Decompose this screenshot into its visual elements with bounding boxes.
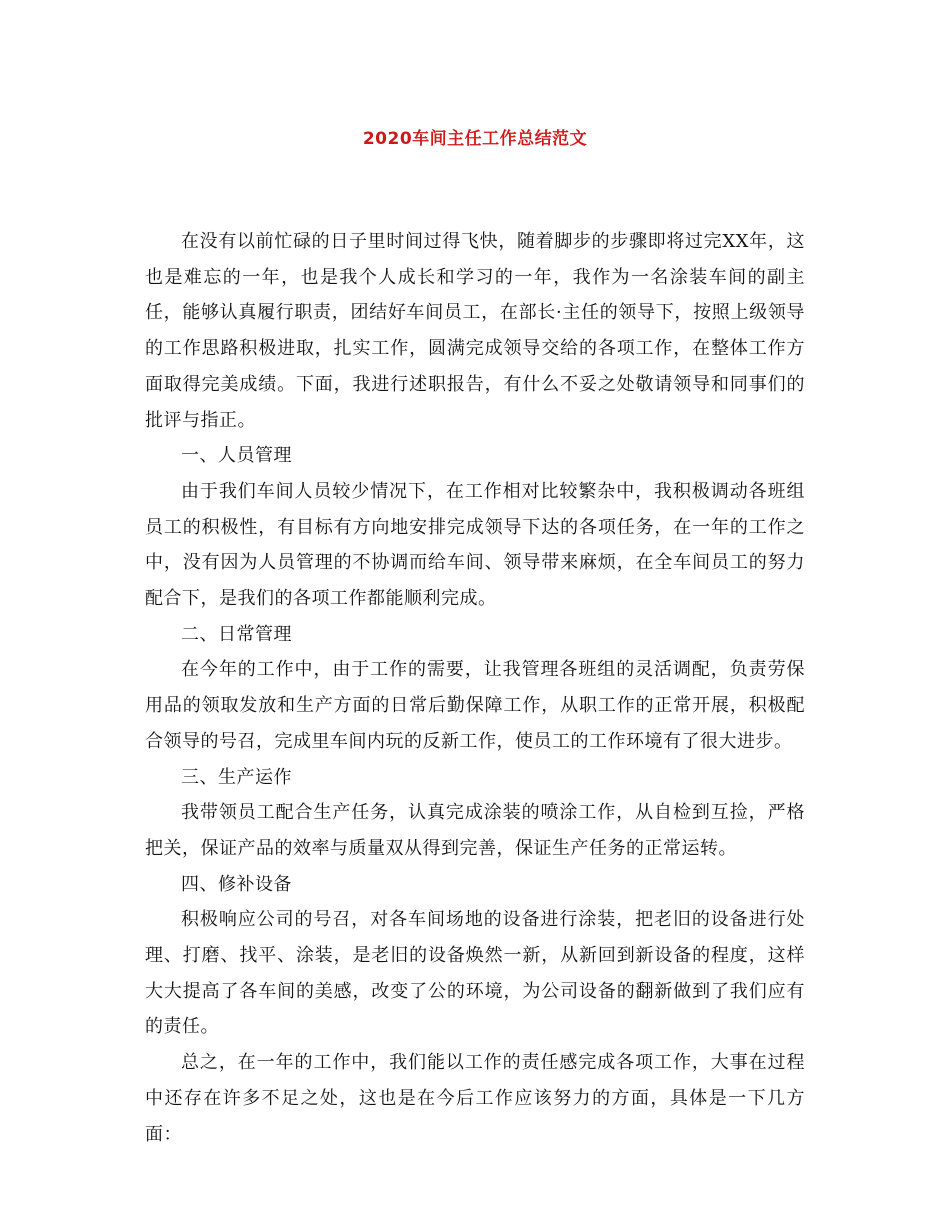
personnel-paragraph: 由于我们车间人员较少情况下，在工作相对比较繁杂中，我积极调动各班组员工的积极性，有目标有方向地安排完成领导下达的各项任务，在一年的工作之中，没有因为人员管理的不协调而给车间、领导带来麻烦，在全车间员工的努力配合下，是我们的各项工作都能顺利完成。 <box>145 480 805 610</box>
summary-paragraph: 总之，在一年的工作中，我们能以工作的责任感完成各项工作，大事在过程中还存在许多不足之处，这也是在今后工作应该努力的方面，具体是一下几方面： <box>145 1052 805 1145</box>
document-title: 2020车间主任工作总结范文 <box>362 129 588 149</box>
daily-paragraph: 在今年的工作中，由于工作的需要，让我管理各班组的灵活调配，负责劳保用品的领取发放和生产方面的日常后勤保障工作，从职工作的正常开展，积极配合领导的号召，完成里车间内玩的反新工作，使员工的工作环境有了很大进步。 <box>145 659 805 752</box>
section-heading-personnel: 一、人员管理 <box>181 445 292 467</box>
section-heading-equipment: 四、修补设备 <box>181 873 292 895</box>
section-heading-daily: 二、日常管理 <box>181 623 292 645</box>
section-heading-production: 三、生产运作 <box>181 766 292 788</box>
intro-paragraph: 在没有以前忙碌的日子里时间过得飞快，随着脚步的步骤即将过完XX年，这也是难忘的一年，也是我个人成长和学习的一年，我作为一名涂装车间的副主任，能够认真履行职责，团结好车间员工，在部长·主任的领导下，按照上级领导的工作思路积极进取，扎实工作，圆满完成领导交给的各项工作，在整体工作方面取得完美成绩。下面，我进行述职报告，有什么不妥之处敬请领导和同事们的批评与指正。 <box>145 231 805 431</box>
equipment-paragraph: 积极响应公司的号召，对各车间场地的设备进行涂装，把老旧的设备进行处理、打磨、找平、涂装，是老旧的设备焕然一新，从新回到新设备的程度，这样大大提高了各车间的美感，改变了公的环境，为公司设备的翻新做到了我们应有的责任。 <box>145 909 805 1038</box>
document-body <box>145 224 805 1152</box>
production-paragraph: 我带领员工配合生产任务，认真完成涂装的喷涂工作，从自检到互捡，严格把关，保证产品的效率与质量双从得到完善，保证生产任务的正常运转。 <box>145 802 805 859</box>
